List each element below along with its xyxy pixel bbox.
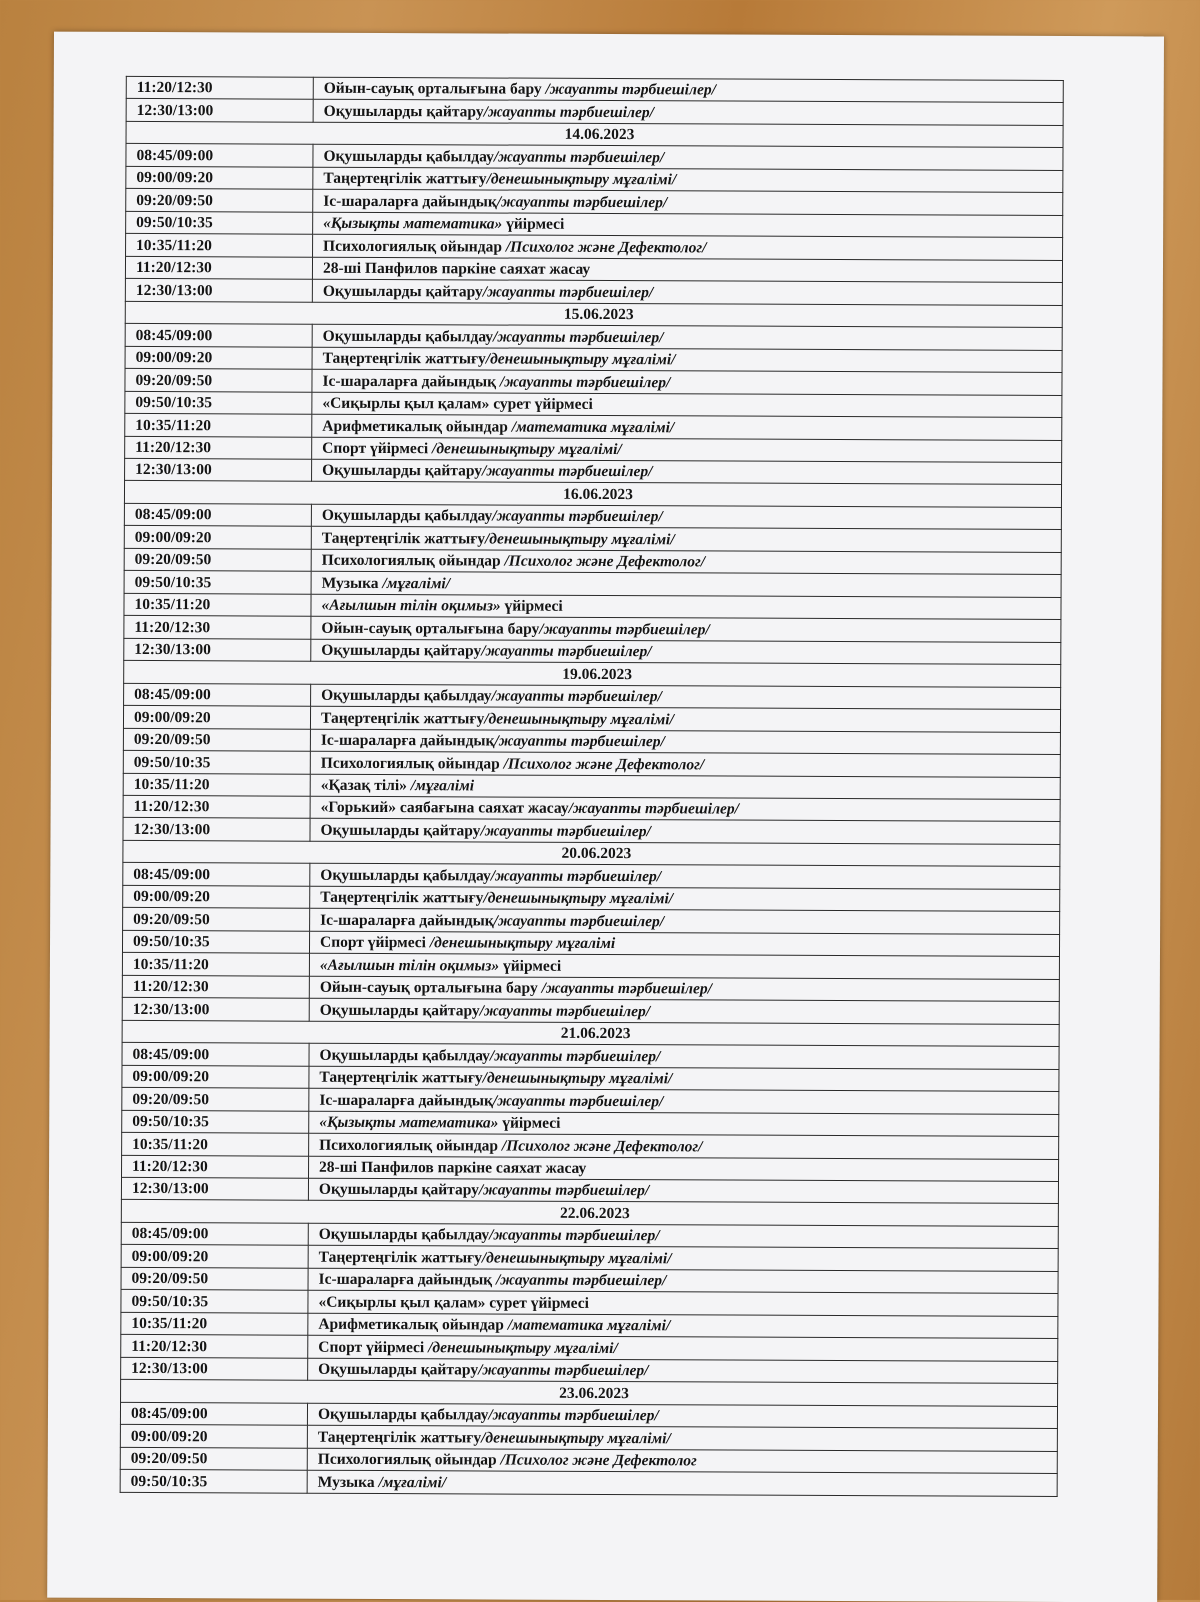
activity-cell — [310, 886, 1060, 912]
time-cell: 09:50/10:35 — [122, 1110, 309, 1133]
responsible-text: /денешынықтыру мұғалімі/ — [483, 890, 673, 908]
activity-text: Оқушыларды қабылдау — [322, 507, 492, 525]
activity-cell — [311, 639, 1061, 665]
activity-cell — [310, 819, 1060, 845]
responsible-text: /жауапты тәрбиешілер/ — [491, 688, 661, 706]
activity-text: Оқушыларды қайтару — [320, 1001, 480, 1019]
activity-cell — [312, 279, 1062, 305]
activity-text: Іс-шараларға дайындық — [320, 912, 494, 930]
responsible-text: /денешынықтыру мұғалімі/ — [483, 1070, 673, 1088]
activity-text: Оқушыларды қайтару — [322, 462, 482, 480]
responsible-text: /жауапты тәрбиешілер/ — [488, 1407, 658, 1425]
responsible-text: /денешынықтыру мұғалімі/ — [428, 1339, 618, 1357]
time-cell: 11:20/12:30 — [125, 256, 312, 279]
activity-text: Таңертеңгілік жаттығу — [318, 1428, 481, 1446]
time-cell: 10:35/11:20 — [126, 234, 313, 257]
time-cell: 11:20/12:30 — [125, 436, 312, 459]
time-cell: 09:20/09:50 — [125, 368, 312, 391]
time-cell: 10:35/11:20 — [123, 773, 310, 796]
responsible-text: /жауапты тәрбиешілер/ — [494, 733, 664, 751]
activity-text: Ойын-сауық орталығына бару — [324, 80, 546, 98]
responsible-text: /жауапты тәрбиешілер/ — [490, 1047, 660, 1065]
activity-cell — [308, 1268, 1058, 1294]
time-cell: 10:35/11:20 — [124, 593, 311, 616]
activity-text: Оқушыларды қабылдау — [323, 327, 493, 345]
activity-cell — [308, 1178, 1058, 1204]
activity-cell — [313, 77, 1063, 103]
responsible-text: /жауапты тәрбиешілер/ — [491, 867, 661, 885]
activity-cell — [312, 324, 1062, 350]
responsible-text: /жауапты тәрбиешілер/ — [481, 643, 651, 661]
responsible-text: /Психолог және Дефектолог/ — [504, 755, 705, 773]
time-cell: 08:45/09:00 — [121, 1222, 308, 1245]
activity-cell — [308, 1246, 1058, 1272]
responsible-text: /денешынықтыру мұғалімі — [430, 935, 615, 953]
activity-text: Таңертеңгілік жаттығу — [321, 709, 484, 727]
time-cell: 08:45/09:00 — [124, 503, 311, 526]
activity-text: Таңертеңгілік жаттығу — [322, 530, 485, 548]
activity-text: 28-ші Панфилов паркіне саяхат жасау — [319, 1159, 586, 1177]
responsible-text: /денешынықтыру мұғалімі/ — [482, 1249, 672, 1267]
activity-cell — [309, 1111, 1059, 1137]
responsible-text: /жауапты тәрбиешілер/ — [484, 103, 654, 121]
activity-text: Таңертеңгілік жаттығу — [319, 1069, 482, 1087]
activity-text: Психологиялық ойындар — [319, 1136, 502, 1154]
activity-text: Оқушыларды қабылдау — [320, 1046, 490, 1064]
time-cell: 09:00/09:20 — [121, 1245, 308, 1268]
time-cell: 11:20/12:30 — [123, 795, 310, 818]
activity-text: Оқушыларды қабылдау — [320, 867, 490, 885]
activity-text: Таңертеңгілік жаттығу — [323, 170, 486, 188]
date-header: 21.06.2023 — [122, 1020, 1059, 1047]
time-cell: 09:20/09:50 — [124, 548, 311, 571]
responsible-text: /денешынықтыру мұғалімі/ — [487, 171, 677, 189]
responsible-text: /жауапты тәрбиешілер/ — [569, 800, 739, 818]
activity-text: Оқушыларды қабылдау — [321, 687, 491, 705]
date-header: 20.06.2023 — [123, 840, 1060, 867]
activity-cell — [307, 1470, 1057, 1496]
activity-text: Музыка — [318, 1473, 379, 1490]
responsible-text: /жауапты тәрбиешілер/ — [497, 193, 667, 211]
time-cell: 09:20/09:50 — [122, 1087, 309, 1110]
activity-text: Психологиялық ойындар — [323, 238, 506, 256]
responsible-text: «Қызықты математика» — [323, 215, 502, 233]
activity-text: Таңертеңгілік жаттығу — [323, 350, 486, 368]
time-cell: 09:20/09:50 — [126, 189, 313, 212]
time-cell: 10:35/11:20 — [125, 413, 312, 436]
activity-cell — [313, 190, 1063, 216]
time-cell: 10:35/11:20 — [121, 1312, 308, 1335]
responsible-text: /жауапты тәрбиешілер/ — [493, 328, 663, 346]
activity-cell — [309, 1133, 1059, 1159]
activity-text: үйірмесі — [501, 598, 563, 615]
activity-text: Оқушыларды қабылдау — [323, 148, 493, 166]
responsible-text: /денешынықтыру мұғалімі/ — [484, 710, 674, 728]
time-cell: 12:30/13:00 — [121, 1177, 308, 1200]
paper-sheet — [47, 32, 1164, 1602]
responsible-text: /Психолог және Дефектолог/ — [502, 1137, 703, 1155]
time-cell: 12:30/13:00 — [125, 458, 312, 481]
schedule-row — [120, 1469, 1057, 1496]
responsible-text: /жауапты тәрбиешілер/ — [539, 620, 709, 638]
activity-text: Спорт үйірмесі — [318, 1338, 428, 1355]
responsible-text: «Ағылшын тілін оқимыз» — [321, 597, 500, 615]
time-cell: 09:00/09:20 — [120, 1425, 307, 1448]
activity-text: Таңертеңгілік жаттығу — [319, 1249, 482, 1267]
activity-text: Психологиялық ойындар — [321, 754, 504, 772]
time-cell: 09:00/09:20 — [126, 166, 313, 189]
responsible-text: /жауапты тәрбиешілер/ — [480, 1002, 650, 1020]
activity-text: Психологиялық ойындар — [322, 552, 505, 570]
responsible-text: /жауапты тәрбиешілер/ — [545, 81, 715, 99]
time-cell: 11:20/12:30 — [122, 975, 309, 998]
activity-cell — [311, 572, 1061, 598]
responsible-text: /Психолог және Дефектолог/ — [504, 553, 705, 571]
activity-cell — [312, 437, 1062, 463]
activity-cell — [312, 414, 1062, 440]
responsible-text: /жауапты тәрбиешілер/ — [500, 373, 670, 391]
activity-cell — [310, 864, 1060, 890]
time-cell: 09:20/09:50 — [121, 1267, 308, 1290]
activity-text: Оқушыларды қайтару — [323, 282, 483, 300]
time-cell: 10:35/11:20 — [122, 953, 309, 976]
time-cell: 12:30/13:00 — [125, 279, 312, 302]
activity-text: Ойын-сауық орталығына бару — [320, 979, 542, 997]
activity-text: «Қазақ тілі» — [321, 777, 411, 794]
time-cell: 11:20/12:30 — [122, 1155, 309, 1178]
responsible-text: /жауапты тәрбиешілер/ — [479, 1182, 649, 1200]
activity-text: Іс-шараларға дайындық — [323, 193, 497, 211]
activity-text: Оқушыларды қайтару — [321, 642, 481, 660]
activity-text: 28-ші Панфилов паркіне саяхат жасау — [323, 260, 590, 278]
activity-text: Іс-шараларға дайындық — [321, 732, 495, 750]
activity-text: Іс-шараларға дайындық — [319, 1091, 493, 1109]
responsible-text: /денешынықтыру мұғалімі/ — [481, 1429, 671, 1447]
time-cell: 11:20/12:30 — [124, 616, 311, 639]
time-cell: 08:45/09:00 — [126, 144, 313, 167]
responsible-text: /Психолог және Дефектолог/ — [506, 238, 707, 256]
activity-text: Психологиялық ойындар — [318, 1451, 501, 1469]
activity-cell — [310, 796, 1060, 822]
responsible-text: /мұғалімі — [411, 777, 474, 794]
activity-text: «Горький» саябағына саяхат жасау — [321, 799, 569, 817]
activity-text: Ойын-сауық орталығына бару — [321, 619, 539, 637]
activity-cell — [310, 729, 1060, 755]
time-cell: 09:00/09:20 — [122, 1065, 309, 1088]
time-cell: 09:00/09:20 — [123, 885, 310, 908]
time-cell: 09:50/10:35 — [123, 750, 310, 773]
activity-cell — [307, 1403, 1057, 1429]
activity-cell — [312, 459, 1062, 485]
activity-cell — [308, 1291, 1058, 1317]
activity-text: Спорт үйірмесі — [320, 934, 430, 951]
activity-cell — [310, 751, 1060, 777]
activity-text: Оқушыларды қабылдау — [318, 1406, 488, 1424]
schedule-body — [120, 76, 1063, 1496]
time-cell: 11:20/12:30 — [121, 1335, 308, 1358]
activity-cell — [312, 369, 1062, 395]
activity-cell — [312, 392, 1062, 418]
activity-cell — [307, 1448, 1057, 1474]
activity-cell — [309, 953, 1059, 979]
activity-text: Арифметикалық ойындар — [318, 1316, 508, 1334]
responsible-text: /жауапты тәрбиешілер/ — [493, 1092, 663, 1110]
responsible-text: /денешынықтыру мұғалімі/ — [485, 530, 675, 548]
responsible-text: /жауапты тәрбиешілер/ — [482, 463, 652, 481]
activity-cell — [310, 706, 1060, 732]
activity-cell — [313, 234, 1063, 260]
responsible-text: /жауапты тәрбиешілер/ — [478, 1362, 648, 1380]
time-cell: 09:50/10:35 — [121, 1290, 308, 1313]
activity-cell — [308, 1358, 1058, 1384]
responsible-text: /мұғалімі/ — [382, 575, 450, 592]
activity-cell — [311, 504, 1061, 530]
time-cell: 09:00/09:20 — [125, 346, 312, 369]
responsible-text: /жауапты тәрбиешілер/ — [492, 508, 662, 526]
time-cell: 10:35/11:20 — [122, 1132, 309, 1155]
responsible-text: /жауапты тәрбиешілер/ — [483, 283, 653, 301]
activity-text: Арифметикалық ойындар — [322, 417, 512, 435]
time-cell: 12:30/13:00 — [123, 818, 310, 841]
responsible-text: /жауапты тәрбиешілер/ — [494, 148, 664, 166]
activity-text: Оқушыларды қайтару — [319, 1181, 479, 1199]
time-cell: 11:20/12:30 — [126, 76, 313, 99]
responsible-text: /жауапты тәрбиешілер/ — [542, 980, 712, 998]
activity-cell — [309, 998, 1059, 1024]
responsible-text: «Қызықты математика» — [319, 1114, 498, 1132]
activity-cell — [313, 212, 1063, 238]
time-cell: 08:45/09:00 — [122, 1043, 309, 1066]
responsible-text: /жауапты тәрбиешілер/ — [489, 1227, 659, 1245]
responsible-text: /мұғалімі/ — [378, 1474, 446, 1491]
time-cell: 09:50/10:35 — [125, 391, 312, 414]
responsible-text: /жауапты тәрбиешілер/ — [496, 1272, 666, 1290]
activity-cell — [309, 1156, 1059, 1182]
activity-cell — [310, 774, 1060, 800]
time-cell: 12:30/13:00 — [121, 1357, 308, 1380]
activity-text: Таңертеңгілік жаттығу — [320, 889, 483, 907]
date-header: 16.06.2023 — [124, 481, 1061, 508]
activity-cell — [309, 1088, 1059, 1114]
time-cell: 09:50/10:35 — [124, 571, 311, 594]
activity-text: Оқушыларды қайтару — [324, 103, 484, 121]
activity-cell — [311, 684, 1061, 710]
date-header: 15.06.2023 — [125, 301, 1062, 328]
date-header: 23.06.2023 — [121, 1380, 1058, 1407]
activity-text: Оқушыларды қайтару — [318, 1361, 478, 1379]
time-cell: 09:20/09:50 — [123, 728, 310, 751]
activity-text: үйірмесі — [502, 216, 564, 233]
date-header: 22.06.2023 — [121, 1200, 1058, 1227]
responsible-text: /денешынықтыру мұғалімі/ — [432, 440, 622, 458]
activity-cell — [311, 616, 1061, 642]
time-cell: 09:50/10:35 — [122, 930, 309, 953]
time-cell: 09:20/09:50 — [120, 1447, 307, 1470]
time-cell: 12:30/13:00 — [122, 998, 309, 1021]
activity-cell — [307, 1425, 1057, 1451]
time-cell: 08:45/09:00 — [125, 324, 312, 347]
activity-cell — [311, 594, 1061, 620]
schedule-table — [120, 76, 1064, 1497]
time-cell: 08:45/09:00 — [124, 683, 311, 706]
activity-cell — [310, 909, 1060, 935]
activity-cell — [308, 1335, 1058, 1361]
activity-cell — [308, 1223, 1058, 1249]
activity-text: Іс-шараларға дайындық — [319, 1271, 497, 1289]
responsible-text: /математика мұғалімі/ — [512, 418, 675, 436]
activity-text: Музыка — [322, 575, 383, 592]
time-cell: 09:50/10:35 — [120, 1469, 307, 1492]
time-cell: 09:00/09:20 — [124, 526, 311, 549]
activity-text: Оқушыларды қабылдау — [319, 1226, 489, 1244]
activity-cell — [309, 931, 1059, 957]
activity-cell — [309, 1043, 1059, 1069]
responsible-text: «Ағылшын тілін оқимыз» — [320, 956, 499, 974]
activity-cell — [309, 976, 1059, 1002]
responsible-text: /математика мұғалімі/ — [508, 1317, 671, 1335]
time-cell: 08:45/09:00 — [120, 1402, 307, 1425]
activity-text: «Сиқырлы қыл қалам» сурет үйірмесі — [322, 395, 593, 413]
activity-text: Спорт үйірмесі — [322, 440, 432, 457]
responsible-text: /денешынықтыру мұғалімі/ — [486, 351, 676, 369]
activity-cell — [311, 527, 1061, 553]
activity-text: Іс-шараларға дайындық — [322, 372, 500, 390]
responsible-text: /жауапты тәрбиешілер/ — [480, 822, 650, 840]
activity-cell — [311, 549, 1061, 575]
activity-text: үйірмесі — [498, 1115, 560, 1132]
activity-cell — [312, 347, 1062, 373]
time-cell: 08:45/09:00 — [123, 863, 310, 886]
time-cell: 12:30/13:00 — [124, 638, 311, 661]
activity-cell — [313, 167, 1063, 193]
date-header: 19.06.2023 — [124, 661, 1061, 688]
responsible-text: /Психолог және Дефектолог — [501, 1452, 697, 1470]
time-cell: 09:00/09:20 — [123, 706, 310, 729]
activity-cell — [313, 145, 1063, 171]
activity-text: үйірмесі — [499, 957, 561, 974]
time-cell: 09:20/09:50 — [123, 908, 310, 931]
time-cell: 09:50/10:35 — [126, 211, 313, 234]
activity-cell — [309, 1066, 1059, 1092]
activity-text: «Сиқырлы қыл қалам» сурет үйірмесі — [318, 1294, 589, 1312]
activity-cell — [312, 257, 1062, 283]
responsible-text: /жауапты тәрбиешілер/ — [494, 912, 664, 930]
activity-cell — [313, 100, 1063, 126]
activity-cell — [308, 1313, 1058, 1339]
time-cell: 12:30/13:00 — [126, 99, 313, 122]
date-header: 14.06.2023 — [126, 121, 1063, 148]
activity-text: Оқушыларды қайтару — [320, 822, 480, 840]
